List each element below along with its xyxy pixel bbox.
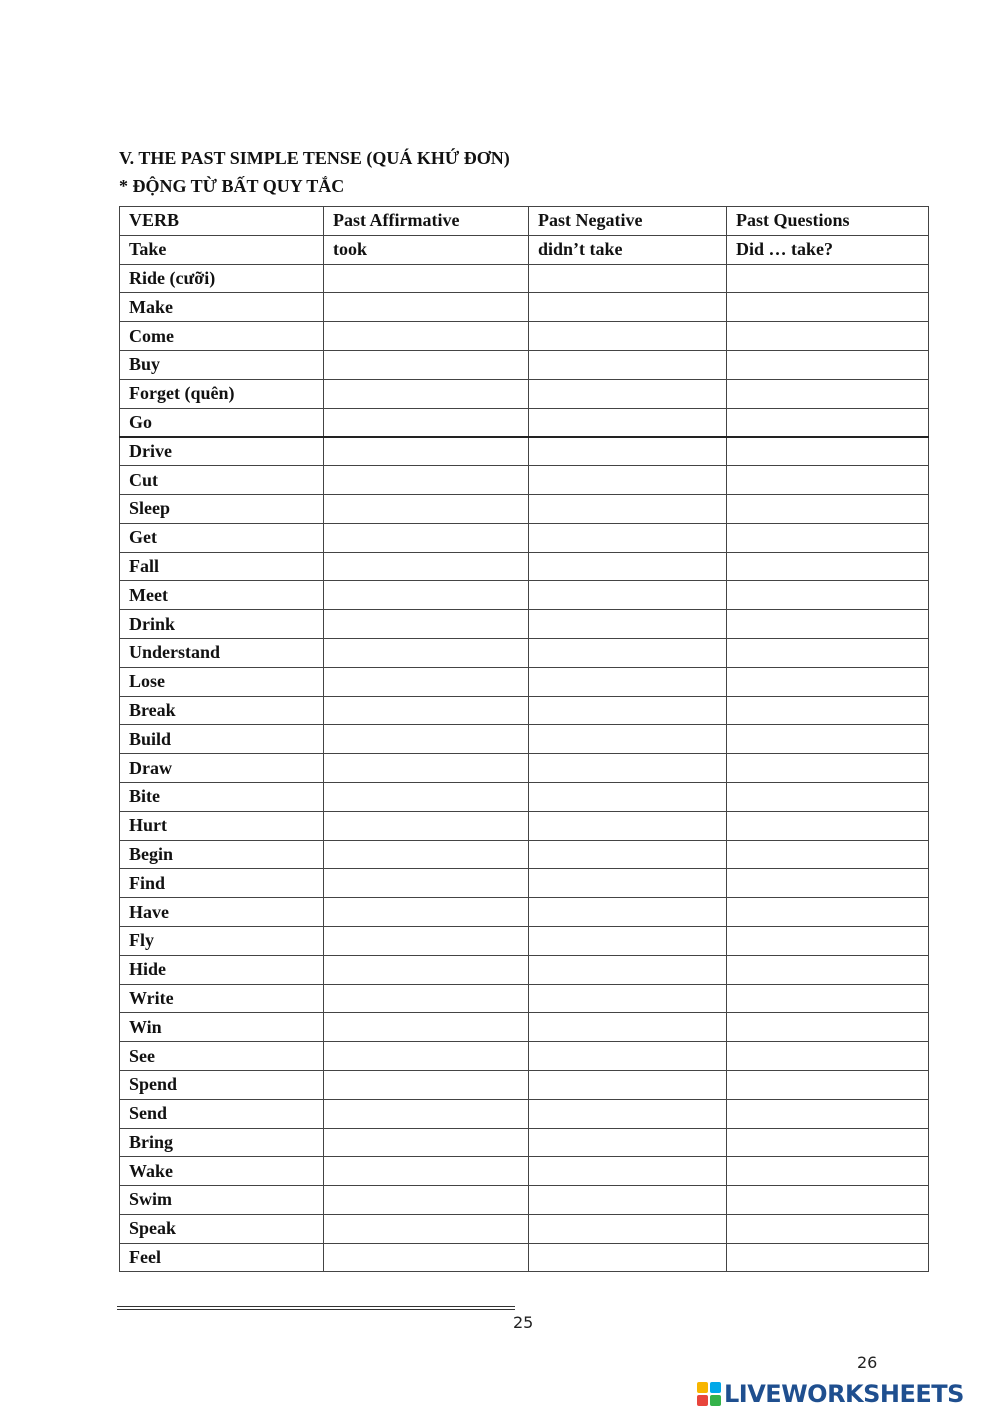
- past-affirmative-cell[interactable]: [324, 667, 529, 696]
- table-row: [120, 523, 929, 552]
- past-affirmative-cell[interactable]: [324, 725, 529, 754]
- page-number-right: 26: [857, 1353, 878, 1372]
- past-negative-cell[interactable]: [529, 811, 727, 840]
- past-question-cell[interactable]: [727, 667, 929, 696]
- past-question-cell: Did … take?: [727, 235, 929, 264]
- verb-cell: Fall: [120, 552, 324, 581]
- past-affirmative-cell[interactable]: [324, 638, 529, 667]
- verb-cell: Begin: [120, 840, 324, 869]
- past-question-cell[interactable]: [727, 840, 929, 869]
- past-negative-cell[interactable]: [529, 1042, 727, 1071]
- table-row: [120, 1186, 929, 1215]
- past-question-cell[interactable]: [727, 1243, 929, 1272]
- table-row: [120, 1243, 929, 1272]
- table-row: [120, 494, 929, 523]
- past-negative-cell[interactable]: [529, 725, 727, 754]
- past-question-cell[interactable]: [727, 379, 929, 408]
- verb-cell: Come: [120, 322, 324, 351]
- past-affirmative-cell[interactable]: [324, 379, 529, 408]
- table-row: [120, 350, 929, 379]
- past-question-cell[interactable]: [727, 1013, 929, 1042]
- verb-cell: Draw: [120, 754, 324, 783]
- past-question-cell[interactable]: [727, 494, 929, 523]
- past-question-cell[interactable]: [727, 1128, 929, 1157]
- past-negative-cell[interactable]: [529, 264, 727, 293]
- brand-name: LIVEWORKSHEETS: [724, 1380, 964, 1408]
- past-question-cell[interactable]: [727, 1042, 929, 1071]
- past-negative-cell[interactable]: [529, 1157, 727, 1186]
- past-negative-cell[interactable]: [529, 696, 727, 725]
- past-affirmative-cell[interactable]: [324, 811, 529, 840]
- past-affirmative-cell[interactable]: [324, 322, 529, 351]
- past-question-cell[interactable]: [727, 552, 929, 581]
- past-affirmative-cell[interactable]: [324, 437, 529, 466]
- past-affirmative-cell[interactable]: [324, 408, 529, 437]
- verb-cell: Forget (quên): [120, 379, 324, 408]
- verb-cell: Get: [120, 523, 324, 552]
- past-question-cell[interactable]: [727, 811, 929, 840]
- past-affirmative-cell[interactable]: [324, 754, 529, 783]
- footer-rule-second: [117, 1309, 515, 1310]
- verb-cell: Ride (cưỡi): [120, 264, 324, 293]
- page-subtitle: * ĐỘNG TỪ BẤT QUY TẮC: [119, 176, 345, 196]
- past-affirmative-cell[interactable]: [324, 264, 529, 293]
- past-negative-cell[interactable]: [529, 898, 727, 927]
- table-row: [120, 638, 929, 667]
- verb-cell: Make: [120, 293, 324, 322]
- past-question-cell[interactable]: [727, 754, 929, 783]
- past-affirmative-cell[interactable]: [324, 840, 529, 869]
- past-affirmative-cell[interactable]: [324, 984, 529, 1013]
- table-row: [120, 840, 929, 869]
- past-question-cell[interactable]: [727, 926, 929, 955]
- past-negative-cell[interactable]: [529, 1013, 727, 1042]
- past-affirmative-cell[interactable]: [324, 1013, 529, 1042]
- table-row: [120, 1070, 929, 1099]
- page-number-left: 25: [513, 1313, 534, 1332]
- past-negative-cell[interactable]: [529, 638, 727, 667]
- past-negative-cell: didn’t take: [529, 235, 727, 264]
- past-question-cell[interactable]: [727, 264, 929, 293]
- verb-cell: Take: [120, 235, 324, 264]
- past-negative-cell[interactable]: [529, 1214, 727, 1243]
- verb-cell: Feel: [120, 1243, 324, 1272]
- verb-cell: Find: [120, 869, 324, 898]
- past-negative-cell[interactable]: [529, 926, 727, 955]
- past-question-cell[interactable]: [727, 782, 929, 811]
- past-negative-cell[interactable]: [529, 840, 727, 869]
- table-row: [120, 955, 929, 984]
- past-affirmative-cell[interactable]: [324, 581, 529, 610]
- past-affirmative-cell[interactable]: [324, 1042, 529, 1071]
- past-affirmative-cell[interactable]: [324, 610, 529, 639]
- verb-cell: Bite: [120, 782, 324, 811]
- verb-cell: Cut: [120, 466, 324, 495]
- past-question-cell[interactable]: [727, 725, 929, 754]
- past-affirmative-cell[interactable]: [324, 1099, 529, 1128]
- table-row: [120, 1099, 929, 1128]
- table-row: [120, 869, 929, 898]
- table-row: [120, 667, 929, 696]
- past-negative-cell[interactable]: [529, 984, 727, 1013]
- footer-rule: [117, 1306, 515, 1307]
- table-row: [120, 322, 929, 351]
- past-affirmative-cell: took: [324, 235, 529, 264]
- verb-cell: Swim: [120, 1186, 324, 1215]
- past-question-cell[interactable]: [727, 955, 929, 984]
- verb-cell: Win: [120, 1013, 324, 1042]
- past-negative-cell[interactable]: [529, 552, 727, 581]
- verb-cell: Drive: [120, 437, 324, 466]
- past-negative-cell[interactable]: [529, 379, 727, 408]
- past-negative-cell[interactable]: [529, 1186, 727, 1215]
- table-row: [120, 1013, 929, 1042]
- past-question-cell[interactable]: [727, 610, 929, 639]
- table-row: [120, 466, 929, 495]
- past-question-cell[interactable]: [727, 1186, 929, 1215]
- table-row: [120, 552, 929, 581]
- past-affirmative-cell[interactable]: [324, 350, 529, 379]
- past-affirmative-cell[interactable]: [324, 494, 529, 523]
- column-header-past-question: Past Questions: [727, 207, 929, 236]
- past-negative-cell[interactable]: [529, 494, 727, 523]
- verb-cell: Drink: [120, 610, 324, 639]
- liveworksheets-logo-icon: [697, 1382, 721, 1406]
- verb-cell: Wake: [120, 1157, 324, 1186]
- page-title: V. THE PAST SIMPLE TENSE (QUÁ KHỨ ĐƠN): [119, 148, 510, 168]
- verb-cell: Send: [120, 1099, 324, 1128]
- past-negative-cell[interactable]: [529, 437, 727, 466]
- past-negative-cell[interactable]: [529, 782, 727, 811]
- table-row: [120, 293, 929, 322]
- past-negative-cell[interactable]: [529, 1243, 727, 1272]
- past-negative-cell[interactable]: [529, 1128, 727, 1157]
- table-row: [120, 898, 929, 927]
- past-negative-cell[interactable]: [529, 408, 727, 437]
- past-affirmative-cell[interactable]: [324, 552, 529, 581]
- column-header-verb: VERB: [120, 207, 324, 236]
- past-negative-cell[interactable]: [529, 293, 727, 322]
- past-negative-cell[interactable]: [529, 1070, 727, 1099]
- verb-cell: Meet: [120, 581, 324, 610]
- past-negative-cell[interactable]: [529, 523, 727, 552]
- past-affirmative-cell[interactable]: [324, 1128, 529, 1157]
- past-negative-cell[interactable]: [529, 667, 727, 696]
- verb-cell: Break: [120, 696, 324, 725]
- verb-cell: Sleep: [120, 494, 324, 523]
- table-row: [120, 1128, 929, 1157]
- past-affirmative-cell[interactable]: [324, 898, 529, 927]
- table-row: [120, 1214, 929, 1243]
- table-row: [120, 782, 929, 811]
- verb-cell: Spend: [120, 1070, 324, 1099]
- table-row: [120, 610, 929, 639]
- past-question-cell[interactable]: [727, 1070, 929, 1099]
- past-question-cell[interactable]: [727, 437, 929, 466]
- table-header-row: [120, 207, 929, 236]
- verb-cell: Buy: [120, 350, 324, 379]
- table-row: [120, 1157, 929, 1186]
- table-row: [120, 811, 929, 840]
- table-row: [120, 264, 929, 293]
- verb-cell: Hurt: [120, 811, 324, 840]
- table-row: [120, 437, 929, 466]
- past-question-cell[interactable]: [727, 408, 929, 437]
- verb-cell: Understand: [120, 638, 324, 667]
- column-header-past-negative: Past Negative: [529, 207, 727, 236]
- past-affirmative-cell[interactable]: [324, 782, 529, 811]
- past-affirmative-cell[interactable]: [324, 466, 529, 495]
- past-affirmative-cell[interactable]: [324, 696, 529, 725]
- past-negative-cell[interactable]: [529, 955, 727, 984]
- table-row: [120, 696, 929, 725]
- past-question-cell[interactable]: [727, 1214, 929, 1243]
- past-negative-cell[interactable]: [529, 322, 727, 351]
- past-negative-cell[interactable]: [529, 1099, 727, 1128]
- table-row: [120, 984, 929, 1013]
- verb-cell: Bring: [120, 1128, 324, 1157]
- past-question-cell[interactable]: [727, 1099, 929, 1128]
- past-question-cell[interactable]: [727, 1157, 929, 1186]
- column-header-past-affirmative: Past Affirmative: [324, 207, 529, 236]
- past-question-cell[interactable]: [727, 523, 929, 552]
- past-affirmative-cell[interactable]: [324, 1186, 529, 1215]
- verb-table: [119, 206, 929, 1272]
- past-question-cell[interactable]: [727, 638, 929, 667]
- table-row: [120, 379, 929, 408]
- past-question-cell[interactable]: [727, 869, 929, 898]
- table-row: [120, 408, 929, 437]
- past-affirmative-cell[interactable]: [324, 926, 529, 955]
- past-question-cell[interactable]: [727, 466, 929, 495]
- verb-cell: Have: [120, 898, 324, 927]
- table-row: [120, 926, 929, 955]
- past-affirmative-cell[interactable]: [324, 1214, 529, 1243]
- past-question-cell[interactable]: [727, 322, 929, 351]
- past-negative-cell[interactable]: [529, 581, 727, 610]
- table-row: [120, 235, 929, 264]
- past-negative-cell[interactable]: [529, 610, 727, 639]
- past-question-cell[interactable]: [727, 581, 929, 610]
- past-affirmative-cell[interactable]: [324, 1070, 529, 1099]
- table-row: [120, 1042, 929, 1071]
- past-affirmative-cell[interactable]: [324, 955, 529, 984]
- past-affirmative-cell[interactable]: [324, 293, 529, 322]
- past-question-cell[interactable]: [727, 293, 929, 322]
- past-question-cell[interactable]: [727, 696, 929, 725]
- past-negative-cell[interactable]: [529, 350, 727, 379]
- verb-cell: Go: [120, 408, 324, 437]
- past-question-cell[interactable]: [727, 984, 929, 1013]
- verb-cell: Speak: [120, 1214, 324, 1243]
- past-affirmative-cell[interactable]: [324, 523, 529, 552]
- table-row: [120, 725, 929, 754]
- brand-logo: [697, 1378, 964, 1410]
- verb-cell: Build: [120, 725, 324, 754]
- table-row: [120, 581, 929, 610]
- verb-cell: Lose: [120, 667, 324, 696]
- past-affirmative-cell[interactable]: [324, 1243, 529, 1272]
- past-affirmative-cell[interactable]: [324, 1157, 529, 1186]
- verb-cell: Fly: [120, 926, 324, 955]
- past-affirmative-cell[interactable]: [324, 869, 529, 898]
- verb-cell: Hide: [120, 955, 324, 984]
- past-negative-cell[interactable]: [529, 869, 727, 898]
- past-question-cell[interactable]: [727, 898, 929, 927]
- table-row: [120, 754, 929, 783]
- past-question-cell[interactable]: [727, 350, 929, 379]
- past-negative-cell[interactable]: [529, 466, 727, 495]
- past-negative-cell[interactable]: [529, 754, 727, 783]
- verb-cell: Write: [120, 984, 324, 1013]
- verb-cell: See: [120, 1042, 324, 1071]
